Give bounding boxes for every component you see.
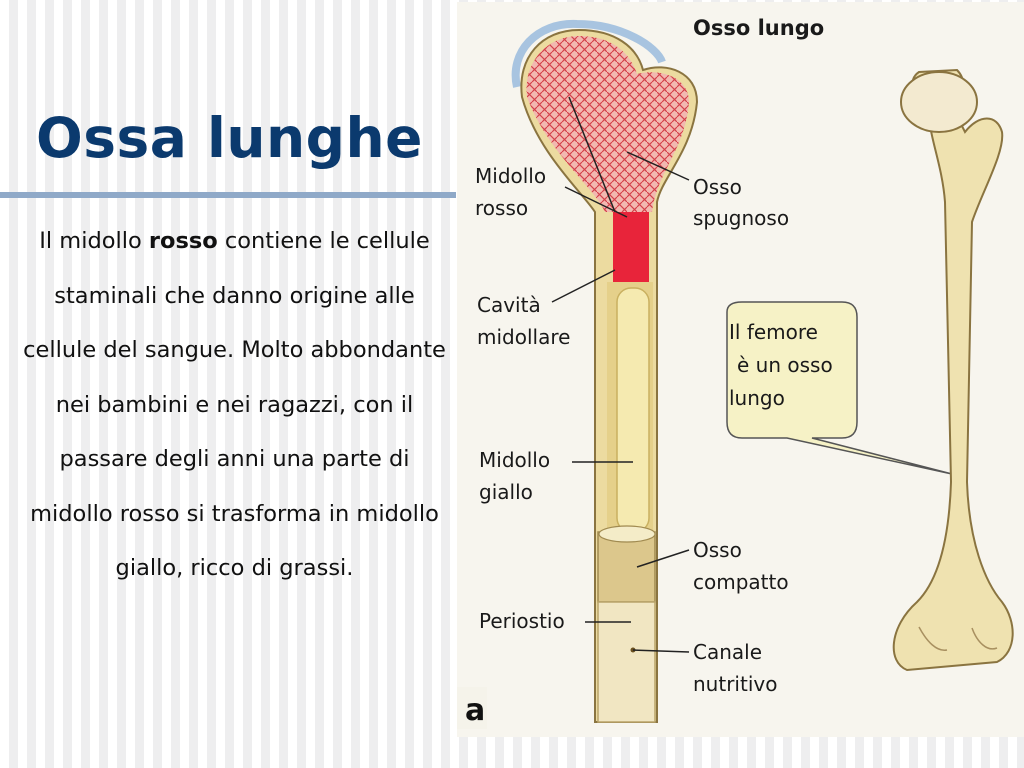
label-midollo-rosso-1: Midollo <box>475 164 547 188</box>
bone-figure <box>457 2 1024 737</box>
label-midollo-rosso-2: rosso <box>475 196 529 220</box>
label-osso-spugnoso-2: spugnoso <box>693 206 790 230</box>
figure-heading: Osso lungo <box>693 16 825 40</box>
callout-line-1: Il femore <box>729 320 818 344</box>
femur-illustration <box>894 70 1013 670</box>
label-midollo-giallo-1: Midollo <box>479 448 551 472</box>
label-cavita-midollare-2: midollare <box>477 325 571 349</box>
femur-callout <box>727 302 952 474</box>
body-text-end: contiene le cellule staminali che danno origine alle cellule del sangue. Molto abbondante nei bambini e nei ragazzi, con il passare degli anni una parte di midollo rosso si trasforma in midollo giallo, ricco di grassi. <box>23 228 446 581</box>
label-canale-nutritivo-2: nutritivo <box>693 672 778 696</box>
callout-line-2: è un osso <box>737 353 833 377</box>
label-cavita-midollare-1: Cavità <box>477 293 541 317</box>
label-osso-compatto-1: Osso <box>693 538 742 562</box>
panel-letter: a <box>465 693 486 728</box>
label-periostio: Periostio <box>479 609 565 633</box>
title-divider <box>0 192 456 198</box>
label-canale-nutritivo-1: Canale <box>693 640 763 664</box>
label-osso-spugnoso-1: Osso <box>693 175 742 199</box>
yellow-marrow <box>617 288 649 532</box>
red-marrow <box>613 212 649 282</box>
callout-line-3: lungo <box>729 386 785 410</box>
body-paragraph <box>22 214 447 596</box>
label-midollo-giallo-2: giallo <box>479 480 533 504</box>
spongy-bone <box>527 36 689 212</box>
periosteum <box>598 602 655 722</box>
body-text-bold: rosso <box>148 228 218 254</box>
slide-title: Ossa lunghe <box>36 106 423 170</box>
body-text-start: Il midollo <box>39 228 149 254</box>
label-osso-compatto-2: compatto <box>693 570 789 594</box>
